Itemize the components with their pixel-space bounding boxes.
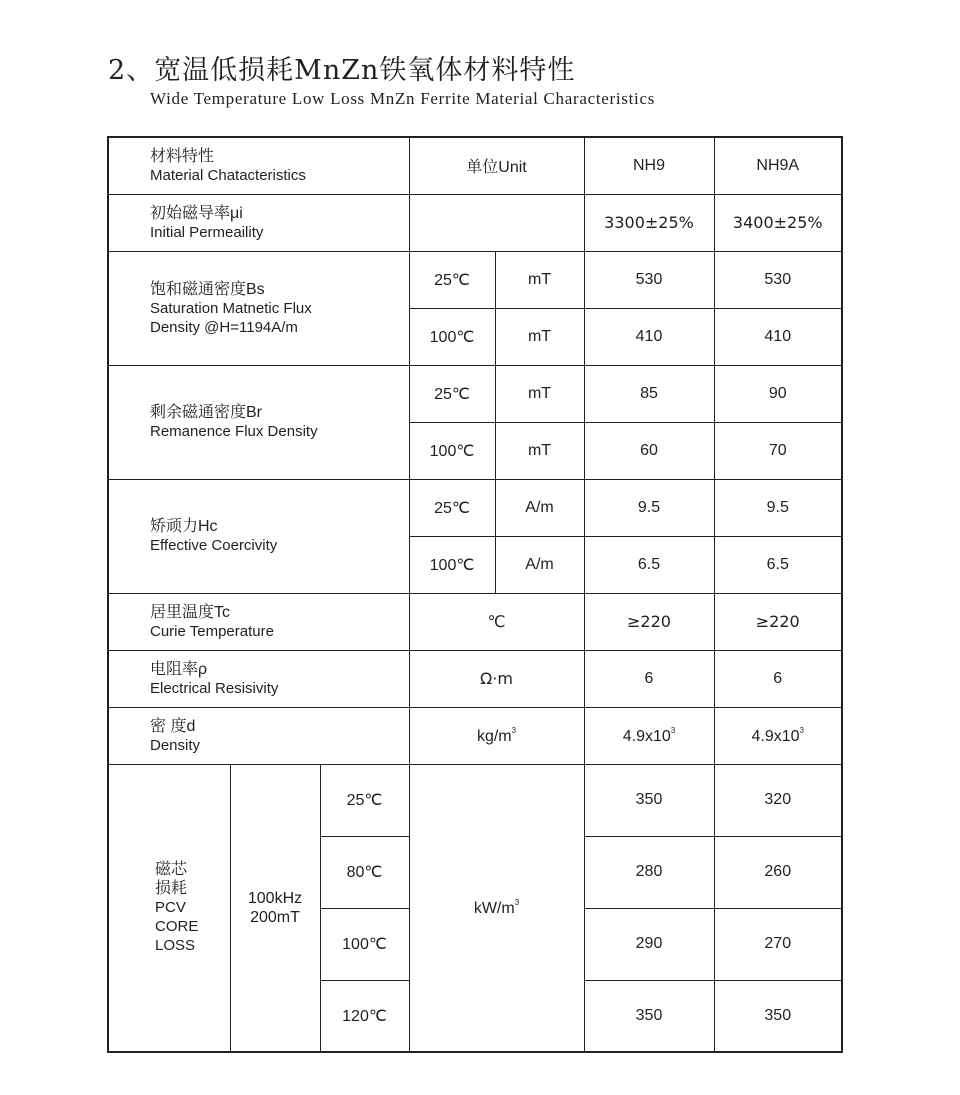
curie-nh9a: ≥220 — [714, 593, 842, 650]
density-unit — [409, 707, 584, 764]
br-nh9-100: 60 — [584, 422, 714, 479]
hc-nh9-25: 9.5 — [584, 479, 714, 536]
resistivity-nh9a: 6 — [714, 650, 842, 707]
pcv-flux: 200mT — [250, 908, 300, 926]
bs-nh9a-25: 530 — [714, 251, 842, 308]
pcv-label-2: 损耗 — [155, 880, 188, 898]
pcv-unit — [409, 764, 584, 1052]
hc-nh9-100: 6.5 — [584, 536, 714, 593]
header-nh9: NH9 — [584, 137, 714, 194]
bs-cn: 饱和磁通密度Bs — [150, 280, 265, 298]
pcv-nh9-120: 350 — [584, 980, 714, 1052]
table-header-row — [108, 137, 842, 194]
resistivity-label — [108, 650, 409, 707]
curie-cn: 居里温度Tc — [150, 603, 231, 621]
permeability-label — [108, 194, 409, 251]
pcv-unit-base: kW/m — [473, 899, 515, 917]
pcv-frequency: 100kHz — [247, 889, 303, 907]
bs-nh9-25: 530 — [584, 251, 714, 308]
permeability-en: Initial Permeaility — [150, 223, 264, 241]
density-unit-exp: 3 — [511, 725, 517, 735]
hc-unit-25: A/m — [495, 479, 584, 536]
pcv-nh9-80: 280 — [584, 836, 714, 908]
curie-en: Curie Temperature — [150, 622, 274, 640]
bs-unit-100: mT — [495, 308, 584, 365]
permeability-nh9: 3300±25% — [584, 194, 714, 251]
bs-temp-25: 25℃ — [409, 251, 495, 308]
table-row — [108, 194, 842, 251]
pcv-label-5: LOSS — [155, 937, 196, 955]
br-temp-100: 100℃ — [409, 422, 495, 479]
resistivity-nh9: 6 — [584, 650, 714, 707]
br-nh9-25: 85 — [584, 365, 714, 422]
density-label — [108, 707, 409, 764]
pcv-temp-80: 80℃ — [320, 836, 409, 908]
br-label — [108, 365, 409, 479]
pcv-nh9a-120: 350 — [714, 980, 842, 1052]
br-nh9a-100: 70 — [714, 422, 842, 479]
resistivity-unit: Ω·m — [409, 650, 584, 707]
pcv-nh9-100: 290 — [584, 908, 714, 980]
table-row — [108, 764, 842, 836]
hc-temp-100: 100℃ — [409, 536, 495, 593]
density-nh9a — [714, 707, 842, 764]
hc-nh9a-25: 9.5 — [714, 479, 842, 536]
title-cn-text: 宽温低损耗MnZn铁氧体材料特性 — [154, 55, 576, 86]
curie-nh9: ≥220 — [584, 593, 714, 650]
pcv-label-4: CORE — [155, 918, 199, 936]
permeability-cn: 初始磁导率μi — [150, 204, 243, 222]
br-unit-100: mT — [495, 422, 584, 479]
hc-cn: 矫顽力Hc — [150, 518, 218, 535]
hc-temp-25: 25℃ — [409, 479, 495, 536]
bs-en-2: Density @H=1194A/m — [150, 318, 298, 336]
table-row — [108, 479, 842, 536]
bs-en-1: Saturation Matnetic Flux — [150, 299, 312, 317]
pcv-unit-exp: 3 — [514, 897, 520, 907]
header-unit: 单位Unit — [409, 137, 584, 194]
table-row — [108, 365, 842, 422]
density-nh9-base: 4.9x10 — [622, 727, 671, 745]
pcv-nh9-25: 350 — [584, 764, 714, 836]
pcv-nh9a-80: 260 — [714, 836, 842, 908]
pcv-temp-100: 100℃ — [320, 908, 409, 980]
pcv-label-3: PCV — [155, 899, 186, 917]
pcv-condition — [230, 764, 320, 1052]
density-cn: 密 度d — [150, 717, 196, 735]
bs-temp-100: 100℃ — [409, 308, 495, 365]
resistivity-cn: 电阻率ρ — [150, 660, 208, 678]
header-prop-en: Material Chatacteristics — [150, 166, 306, 184]
header-prop-cell — [108, 137, 409, 194]
bs-unit-25: mT — [495, 251, 584, 308]
density-nh9a-exp: 3 — [799, 725, 804, 735]
pcv-label — [108, 764, 230, 1052]
permeability-unit — [409, 194, 584, 251]
pcv-label-1: 磁芯 — [155, 861, 188, 879]
density-nh9a-base: 4.9x10 — [751, 727, 800, 745]
br-unit-25: mT — [495, 365, 584, 422]
pcv-temp-25: 25℃ — [320, 764, 409, 836]
section-title-cn — [108, 48, 575, 87]
curie-unit: ℃ — [409, 593, 584, 650]
table-row — [108, 707, 842, 764]
hc-nh9a-100: 6.5 — [714, 536, 842, 593]
hc-label — [108, 479, 409, 593]
bs-label — [108, 251, 409, 365]
pcv-temp-120: 120℃ — [320, 980, 409, 1052]
br-cn: 剩余磁通密度Br — [150, 404, 263, 421]
table-row — [108, 650, 842, 707]
bs-nh9a-100: 410 — [714, 308, 842, 365]
density-nh9-exp: 3 — [670, 725, 676, 735]
material-characteristics-table — [107, 136, 843, 1053]
section-number: 2、 — [108, 55, 155, 86]
density-en: Density — [150, 736, 201, 754]
br-nh9a-25: 90 — [714, 365, 842, 422]
hc-unit-100: A/m — [495, 536, 584, 593]
header-nh9a: NH9A — [714, 137, 842, 194]
curie-label — [108, 593, 409, 650]
bs-nh9-100: 410 — [584, 308, 714, 365]
table-row — [108, 593, 842, 650]
permeability-nh9a: 3400±25% — [714, 194, 842, 251]
section-title-en: Wide Temperature Low Loss MnZn Ferrite Material Characteristics — [150, 89, 656, 108]
pcv-nh9a-25: 320 — [714, 764, 842, 836]
header-prop-cn: 材料特性 — [150, 147, 215, 165]
hc-en: Effective Coercivity — [150, 537, 278, 554]
table-row — [108, 251, 842, 308]
pcv-nh9a-100: 270 — [714, 908, 842, 980]
br-en: Remanence Flux Density — [150, 423, 318, 440]
br-temp-25: 25℃ — [409, 365, 495, 422]
density-nh9 — [584, 707, 714, 764]
density-unit-base: kg/m — [476, 727, 512, 745]
resistivity-en: Electrical Resisivity — [150, 679, 279, 697]
